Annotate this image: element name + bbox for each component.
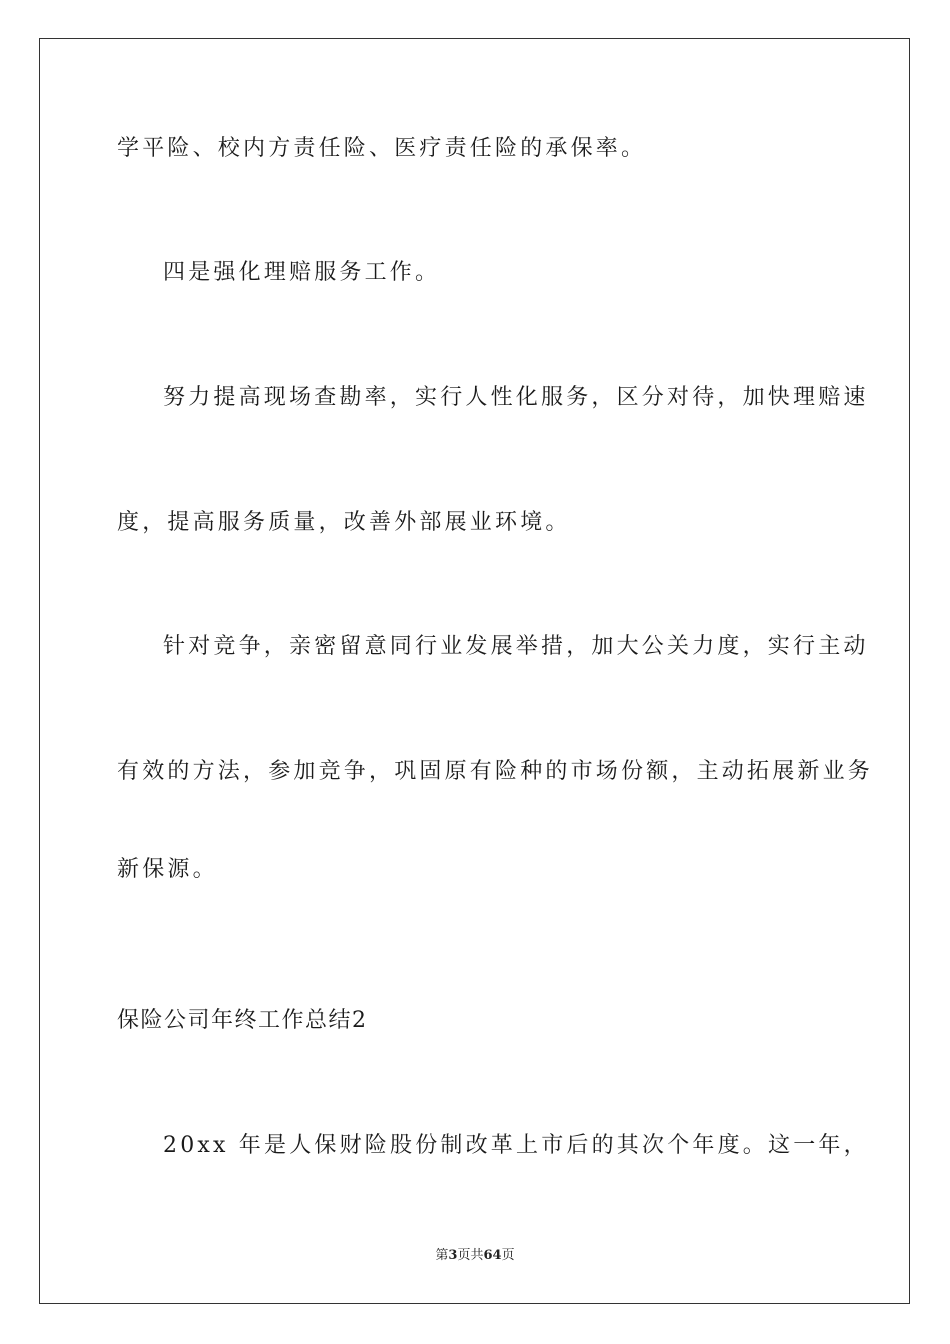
body-line-6: 有效的方法，参加竞争，巩固原有险种的市场份额，主动拓展新业务 bbox=[117, 759, 874, 784]
footer-page-suffix: 页 bbox=[457, 1248, 471, 1263]
footer-total-pages: 64 bbox=[483, 1248, 502, 1263]
page-footer bbox=[0, 1247, 950, 1265]
body-line-3: 努力提高现场查勘率，实行人性化服务，区分对待，加快理赔速 bbox=[163, 385, 869, 410]
footer-total-prefix: 共 bbox=[470, 1248, 484, 1263]
page-border bbox=[39, 38, 910, 1304]
footer-page-number: 3 bbox=[448, 1248, 458, 1263]
body-line-1: 学平险、校内方责任险、医疗责任险的承保率。 bbox=[117, 136, 647, 161]
footer-total-suffix: 页 bbox=[501, 1248, 515, 1263]
body-line-5: 针对竞争，亲密留意同行业发展举措，加大公关力度，实行主动 bbox=[163, 634, 869, 659]
body-line-8: 20xx 年是人保财险股份制改革上市后的其次个年度。这一年， bbox=[163, 1133, 869, 1158]
body-line-4: 度，提高服务质量，改善外部展业环境。 bbox=[117, 510, 571, 535]
section-heading: 保险公司年终工作总结2 bbox=[117, 1008, 368, 1033]
footer-page-prefix: 第 bbox=[435, 1248, 449, 1263]
body-line-7: 新保源。 bbox=[117, 857, 218, 882]
body-line-2: 四是强化理赔服务工作。 bbox=[163, 260, 441, 285]
